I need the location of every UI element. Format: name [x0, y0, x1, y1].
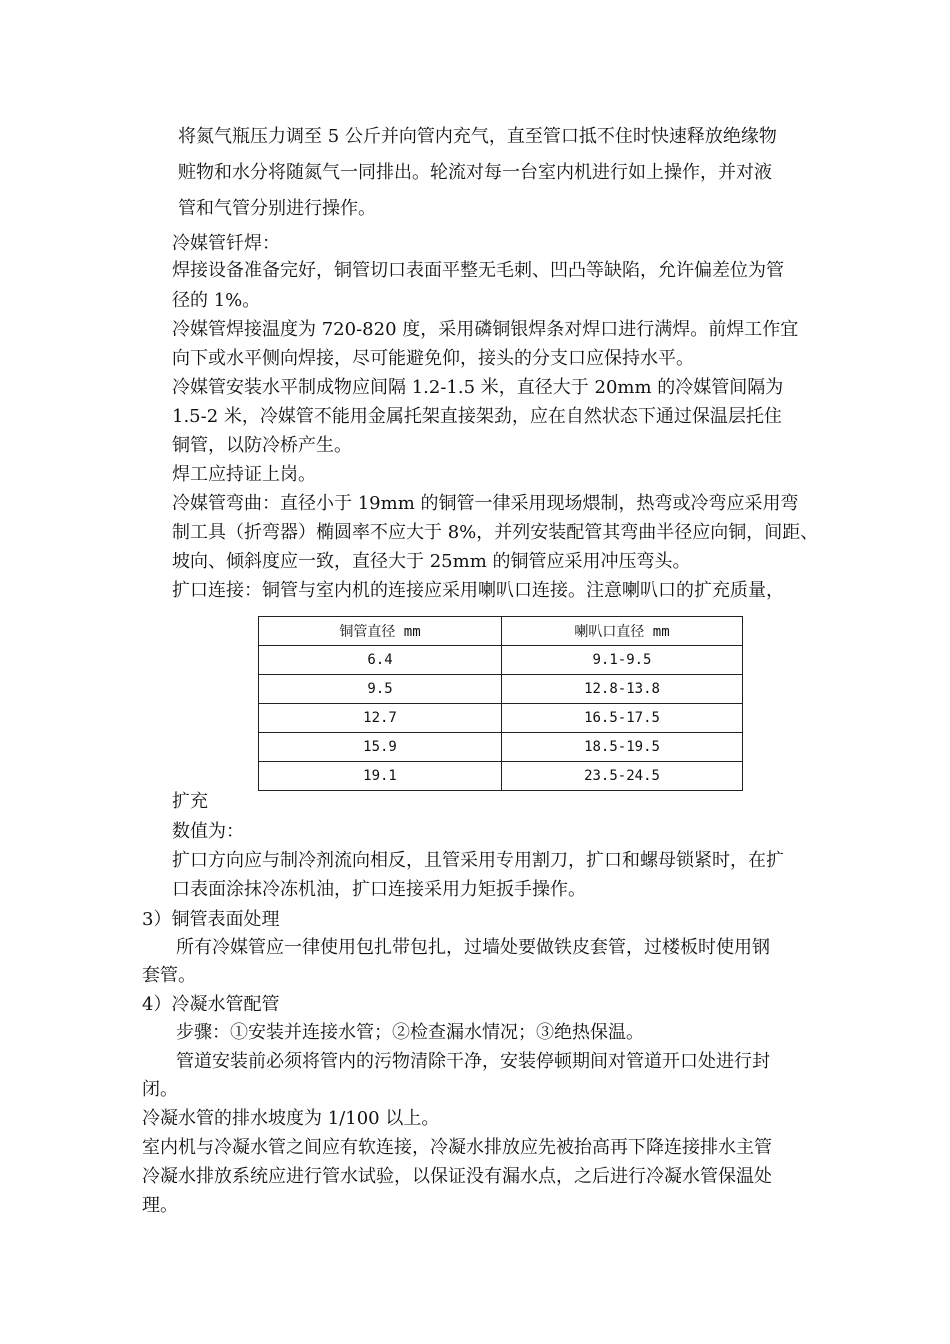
table-row [259, 646, 743, 675]
paragraph-line: 冷凝水管的排水坡度为 1/100 以上。 [142, 1108, 440, 1129]
flare-diameter-table [258, 616, 743, 791]
paragraph-line: 管道安装前必须将管内的污物清除干净，安装停顿期间对管道开口处进行封 [176, 1051, 770, 1072]
table-cell: 18.5-19.5 [502, 733, 743, 762]
paragraph-line: 1.5-2 米，冷媒管不能用金属托架直接架劲，应在自然状态下通过保温层托住 [172, 406, 782, 427]
paragraph-line: 扩口连接：铜管与室内机的连接应采用喇叭口连接。注意喇叭口的扩充质量， [172, 580, 784, 601]
paragraph-line: 扩充 [172, 791, 208, 812]
column-header: 铜管直径 mm [259, 617, 502, 646]
paragraph-line: 冷凝水排放系统应进行管水试验，以保证没有漏水点，之后进行冷凝水管保温处 [142, 1166, 772, 1187]
section-heading: 4）冷凝水管配管 [142, 994, 280, 1015]
paragraph-line: 铜管，以防冷桥产生。 [172, 435, 352, 456]
table-cell: 15.9 [259, 733, 502, 762]
paragraph-line: 室内机与冷凝水管之间应有软连接，冷凝水排放应先被抬高再下降连接排水主管 [142, 1137, 772, 1158]
paragraph-line: 冷媒管焊接温度为 720-820 度，采用磷铜银焊条对焊口进行满焊。前焊工作宜 [172, 319, 799, 340]
paragraph-line: 理。 [142, 1195, 178, 1216]
table-cell: 19.1 [259, 762, 502, 791]
paragraph-line: 焊工应持证上岗。 [172, 464, 316, 485]
table-cell: 16.5-17.5 [502, 704, 743, 733]
paragraph-line: 口表面涂抹冷冻机油，扩口连接采用力矩扳手操作。 [172, 879, 586, 900]
paragraph-line: 坡向、倾斜度应一致，直径大于 25mm 的铜管应采用冲压弯头。 [172, 551, 691, 572]
paragraph-line: 径的 1%。 [172, 290, 261, 311]
paragraph-line: 焊接设备准备完好，铜管切口表面平整无毛刺、凹凸等缺陷，允许偏差位为管 [172, 260, 784, 281]
table-row [259, 762, 743, 791]
column-header: 喇叭口直径 mm [502, 617, 743, 646]
paragraph-line: 闭。 [142, 1079, 178, 1100]
table-cell: 9.5 [259, 675, 502, 704]
paragraph-line: 数值为： [172, 821, 244, 842]
paragraph-line: 管和气管分别进行操作。 [178, 198, 376, 219]
paragraph-line: 制工具（折弯器）椭圆率不应大于 8%，并列安装配管其弯曲半径应向铜，间距、 [172, 522, 819, 543]
paragraph-line: 冷媒管弯曲：直径小于 19mm 的铜管一律采用现场煨制，热弯或冷弯应采用弯 [172, 493, 799, 514]
paragraph-line: 赃物和水分将随氮气一同排出。轮流对每一台室内机进行如上操作，并对液 [178, 162, 772, 183]
table-row [259, 733, 743, 762]
paragraph-line: 套管。 [142, 965, 196, 986]
paragraph-line: 将氮气瓶压力调至 5 公斤并向管内充气，直至管口抵不住时快速释放绝缘物 [178, 126, 777, 147]
paragraph-line: 扩口方向应与制冷剂流向相反，且管采用专用割刀，扩口和螺母锁紧时，在扩 [172, 850, 784, 871]
table-header-row [259, 617, 743, 646]
table-row [259, 704, 743, 733]
table-cell: 9.1-9.5 [502, 646, 743, 675]
paragraph-line: 步骤：①安装并连接水管；②检查漏水情况；③绝热保温。 [176, 1022, 644, 1043]
table-cell: 12.8-13.8 [502, 675, 743, 704]
table-cell: 12.7 [259, 704, 502, 733]
section-heading: 3）铜管表面处理 [142, 909, 280, 930]
paragraph-line: 向下或水平侧向焊接，尽可能避免仰，接头的分支口应保持水平。 [172, 348, 694, 369]
table-cell: 6.4 [259, 646, 502, 675]
flare-diameter-table-wrapper [258, 616, 743, 791]
paragraph-line: 冷媒管安装水平制成物应间隔 1.2-1.5 米，直径大于 20mm 的冷媒管间隔为 [172, 377, 784, 398]
table-row [259, 675, 743, 704]
paragraph-line: 所有冷媒管应一律使用包扎带包扎，过墙处要做铁皮套管，过楼板时使用钢 [176, 937, 770, 958]
section-heading: 冷媒管钎焊： [172, 233, 280, 254]
table-cell: 23.5-24.5 [502, 762, 743, 791]
